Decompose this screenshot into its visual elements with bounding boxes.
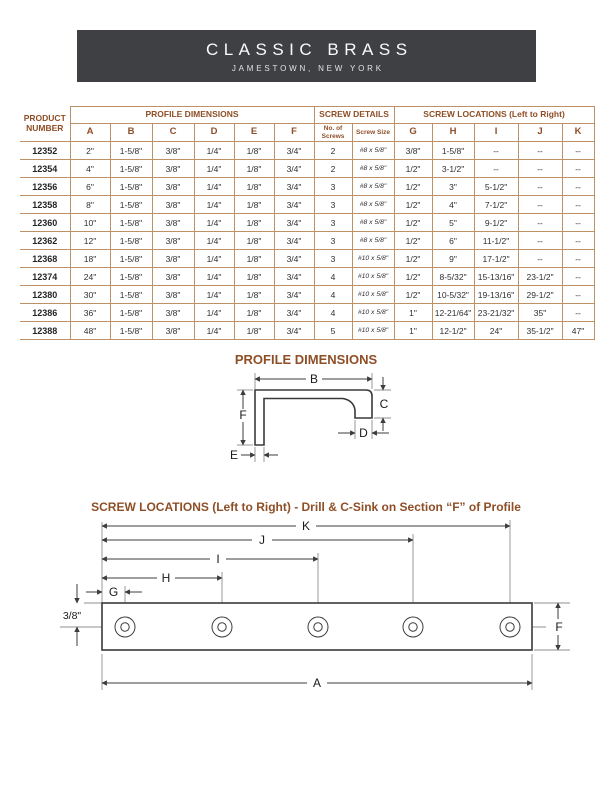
- table-cell: 1/8": [234, 268, 274, 286]
- table-cell: 4: [314, 268, 352, 286]
- dim-label-g: G: [108, 585, 119, 599]
- table-cell: 3: [314, 250, 352, 268]
- table-cell: --: [562, 250, 594, 268]
- brand-logo-band: [77, 30, 536, 82]
- table-cell: 1-5/8": [110, 178, 152, 196]
- table-cell: #10 x 5/8": [352, 268, 394, 286]
- dim-label-d: D: [359, 426, 368, 440]
- product-number-cell: 12352: [20, 142, 70, 160]
- table-row: [20, 322, 594, 340]
- table-cell: 23-21/32": [474, 304, 518, 322]
- table-cell: 1-5/8": [110, 304, 152, 322]
- table-cell: 3/4": [274, 196, 314, 214]
- table-cell: 3: [314, 214, 352, 232]
- col-header-screw-size: Screw Size: [352, 124, 394, 142]
- table-cell: 8-5/32": [432, 268, 474, 286]
- product-number-header: PRODUCT NUMBER: [20, 107, 70, 142]
- table-cell: 3/4": [274, 250, 314, 268]
- table-cell: 12-1/2": [432, 322, 474, 340]
- table-cell: --: [518, 232, 562, 250]
- table-cell: 1/8": [234, 232, 274, 250]
- table-cell: 8": [70, 196, 110, 214]
- table-cell: 24": [70, 268, 110, 286]
- profile-dimensions-title: PROFILE DIMENSIONS: [234, 352, 378, 367]
- dim-label-f: F: [555, 620, 563, 634]
- spec-table: [20, 106, 595, 340]
- table-cell: 30": [70, 286, 110, 304]
- table-cell: 12": [70, 232, 110, 250]
- product-number-cell: 12368: [20, 250, 70, 268]
- product-number-cell: 12360: [20, 214, 70, 232]
- table-cell: 1/4": [194, 268, 234, 286]
- dim-label-h: H: [161, 571, 171, 585]
- table-cell: --: [562, 196, 594, 214]
- table-cell: 3/4": [274, 214, 314, 232]
- table-cell: 3/4": [274, 304, 314, 322]
- product-number-cell: 12362: [20, 232, 70, 250]
- table-cell: 10": [70, 214, 110, 232]
- screw-locations-title: SCREW LOCATIONS (Left to Right) - Drill & C-Sink on Section “F” of Profile: [91, 500, 521, 514]
- table-cell: 4: [314, 286, 352, 304]
- table-cell: 2: [314, 160, 352, 178]
- dim-label-c: C: [379, 397, 389, 411]
- table-cell: #8 x 5/8": [352, 160, 394, 178]
- table-cell: 1/4": [194, 232, 234, 250]
- table-cell: 7-1/2": [474, 196, 518, 214]
- col-header-f: F: [274, 124, 314, 142]
- table-cell: 3": [432, 178, 474, 196]
- table-cell: 3/4": [274, 322, 314, 340]
- table-cell: 1/4": [194, 250, 234, 268]
- table-cell: 12-21/64": [432, 304, 474, 322]
- table-row: [20, 268, 594, 286]
- table-cell: 1/2": [394, 232, 432, 250]
- table-cell: 4": [432, 196, 474, 214]
- table-cell: 1-5/8": [110, 250, 152, 268]
- table-cell: 9-1/2": [474, 214, 518, 232]
- table-cell: 1/4": [194, 304, 234, 322]
- product-number-cell: 12374: [20, 268, 70, 286]
- table-cell: 1/8": [234, 142, 274, 160]
- table-cell: --: [562, 268, 594, 286]
- table-cell: 35-1/2": [518, 322, 562, 340]
- table-cell: 1/8": [234, 160, 274, 178]
- table-cell: 3-1/2": [432, 160, 474, 178]
- table-cell: 1-5/8": [110, 142, 152, 160]
- table-cell: 3/8": [152, 322, 194, 340]
- table-cell: 3: [314, 196, 352, 214]
- table-cell: 1/8": [234, 304, 274, 322]
- table-cell: 17-1/2": [474, 250, 518, 268]
- table-cell: 3/4": [274, 232, 314, 250]
- table-cell: --: [474, 160, 518, 178]
- table-row: [20, 214, 594, 232]
- col-header-b: B: [110, 124, 152, 142]
- table-cell: #10 x 5/8": [352, 250, 394, 268]
- table-cell: 1/8": [234, 196, 274, 214]
- table-cell: #8 x 5/8": [352, 196, 394, 214]
- table-cell: #8 x 5/8": [352, 142, 394, 160]
- table-cell: 1-5/8": [110, 160, 152, 178]
- table-cell: 1-5/8": [110, 214, 152, 232]
- table-cell: #10 x 5/8": [352, 304, 394, 322]
- table-cell: 3/8": [152, 160, 194, 178]
- table-cell: 36": [70, 304, 110, 322]
- table-cell: 1/8": [234, 214, 274, 232]
- table-row: [20, 142, 594, 160]
- brand-location: JAMESTOWN, NEW YORK: [231, 63, 384, 73]
- table-cell: 48": [70, 322, 110, 340]
- table-cell: --: [518, 196, 562, 214]
- col-header-h: H: [432, 124, 474, 142]
- table-cell: 3: [314, 178, 352, 196]
- profile-dimensions-header: PROFILE DIMENSIONS: [70, 107, 314, 124]
- table-cell: 1/2": [394, 214, 432, 232]
- col-header-j: J: [518, 124, 562, 142]
- table-cell: --: [518, 160, 562, 178]
- table-cell: 1": [394, 304, 432, 322]
- spec-table-wrap: [20, 106, 596, 340]
- table-header: [20, 107, 594, 142]
- screw-locations-diagram: [58, 518, 582, 698]
- table-cell: 9": [432, 250, 474, 268]
- table-cell: --: [518, 250, 562, 268]
- table-cell: 1-5/8": [110, 286, 152, 304]
- table-cell: 3/4": [274, 286, 314, 304]
- table-cell: 3/8": [394, 142, 432, 160]
- column-header-row: [20, 124, 594, 142]
- table-cell: 5-1/2": [474, 178, 518, 196]
- table-cell: 3/4": [274, 142, 314, 160]
- table-cell: 1/8": [234, 178, 274, 196]
- table-row: [20, 232, 594, 250]
- dim-label-b: B: [309, 372, 319, 386]
- table-cell: #8 x 5/8": [352, 178, 394, 196]
- table-cell: --: [562, 232, 594, 250]
- col-header-i: I: [474, 124, 518, 142]
- table-cell: 3/8": [152, 250, 194, 268]
- product-number-cell: 12388: [20, 322, 70, 340]
- table-row: [20, 250, 594, 268]
- table-cell: 6": [432, 232, 474, 250]
- table-cell: #8 x 5/8": [352, 214, 394, 232]
- table-cell: 3/8": [152, 214, 194, 232]
- table-cell: 1/2": [394, 178, 432, 196]
- table-cell: 4": [70, 160, 110, 178]
- product-number-cell: 12354: [20, 160, 70, 178]
- table-cell: 4: [314, 304, 352, 322]
- table-cell: 5": [432, 214, 474, 232]
- table-row: [20, 178, 594, 196]
- dim-label-j: J: [259, 533, 265, 547]
- brand-name: CLASSIC BRASS: [205, 39, 413, 59]
- table-cell: --: [474, 142, 518, 160]
- screw-locations-header: SCREW LOCATIONS (Left to Right): [394, 107, 594, 124]
- table-cell: --: [562, 214, 594, 232]
- table-cell: 1/4": [194, 322, 234, 340]
- molding-profile-shape: [255, 390, 372, 445]
- table-cell: #8 x 5/8": [352, 232, 394, 250]
- table-cell: 3/8": [152, 286, 194, 304]
- rail-bar: [102, 603, 532, 650]
- table-cell: #10 x 5/8": [352, 322, 394, 340]
- table-cell: 18": [70, 250, 110, 268]
- table-cell: 1-5/8": [432, 142, 474, 160]
- col-header-e: E: [234, 124, 274, 142]
- dim-label-i: I: [216, 552, 220, 566]
- table-cell: --: [562, 142, 594, 160]
- col-header-a: A: [70, 124, 110, 142]
- table-cell: 1-5/8": [110, 268, 152, 286]
- table-row: [20, 160, 594, 178]
- table-row: [20, 304, 594, 322]
- table-cell: 1-5/8": [110, 196, 152, 214]
- table-cell: 3/8": [152, 304, 194, 322]
- table-cell: --: [562, 286, 594, 304]
- table-cell: 3/4": [274, 160, 314, 178]
- table-cell: 15-13/16": [474, 268, 518, 286]
- table-cell: 3/4": [274, 268, 314, 286]
- table-cell: 1/2": [394, 160, 432, 178]
- table-cell: --: [518, 142, 562, 160]
- table-cell: --: [518, 214, 562, 232]
- table-row: [20, 196, 594, 214]
- table-cell: 19-13/16": [474, 286, 518, 304]
- table-cell: 3/8": [152, 196, 194, 214]
- table-cell: 1": [394, 322, 432, 340]
- dim-label-offset: 3/8": [62, 610, 82, 622]
- table-cell: 1/2": [394, 250, 432, 268]
- table-cell: 2": [70, 142, 110, 160]
- table-cell: 10-5/32": [432, 286, 474, 304]
- table-cell: 3: [314, 232, 352, 250]
- table-cell: 1/4": [194, 196, 234, 214]
- table-cell: --: [518, 178, 562, 196]
- table-cell: 3/8": [152, 178, 194, 196]
- table-cell: 1/2": [394, 286, 432, 304]
- table-cell: 1-5/8": [110, 232, 152, 250]
- table-body: [20, 142, 594, 340]
- table-cell: --: [562, 160, 594, 178]
- table-cell: 11-1/2": [474, 232, 518, 250]
- col-header-k: K: [562, 124, 594, 142]
- table-cell: 1/2": [394, 268, 432, 286]
- screw-details-header: SCREW DETAILS: [314, 107, 394, 124]
- table-cell: 1/2": [394, 196, 432, 214]
- table-cell: 47": [562, 322, 594, 340]
- col-header-d: D: [194, 124, 234, 142]
- dim-label-f: F: [239, 408, 247, 422]
- table-cell: 2: [314, 142, 352, 160]
- table-cell: --: [562, 178, 594, 196]
- table-cell: 1/4": [194, 214, 234, 232]
- col-header-g: G: [394, 124, 432, 142]
- table-cell: 1/4": [194, 142, 234, 160]
- table-cell: #10 x 5/8": [352, 286, 394, 304]
- profile-dimensions-diagram: [228, 370, 413, 482]
- product-number-cell: 12386: [20, 304, 70, 322]
- table-cell: 23-1/2": [518, 268, 562, 286]
- product-number-cell: 12356: [20, 178, 70, 196]
- table-cell: --: [562, 304, 594, 322]
- table-cell: 3/8": [152, 142, 194, 160]
- table-cell: 24": [474, 322, 518, 340]
- table-row: [20, 286, 594, 304]
- table-cell: 1-5/8": [110, 322, 152, 340]
- table-cell: 29-1/2": [518, 286, 562, 304]
- table-cell: 3/4": [274, 178, 314, 196]
- table-cell: 5: [314, 322, 352, 340]
- table-cell: 3/8": [152, 232, 194, 250]
- table-cell: 1/4": [194, 286, 234, 304]
- table-cell: 6": [70, 178, 110, 196]
- product-number-cell: 12358: [20, 196, 70, 214]
- dim-label-k: K: [301, 519, 311, 533]
- dim-label-e: E: [229, 448, 239, 462]
- dim-label-a: A: [312, 676, 322, 690]
- table-cell: 1/8": [234, 322, 274, 340]
- table-cell: 3/8": [152, 268, 194, 286]
- table-cell: 1/8": [234, 286, 274, 304]
- product-number-cell: 12380: [20, 286, 70, 304]
- table-cell: 1/4": [194, 160, 234, 178]
- table-cell: 1/4": [194, 178, 234, 196]
- group-header-row: [20, 107, 594, 124]
- col-header-no-of-screws: No. of Screws: [314, 124, 352, 142]
- table-cell: 35": [518, 304, 562, 322]
- table-cell: 1/8": [234, 250, 274, 268]
- col-header-c: C: [152, 124, 194, 142]
